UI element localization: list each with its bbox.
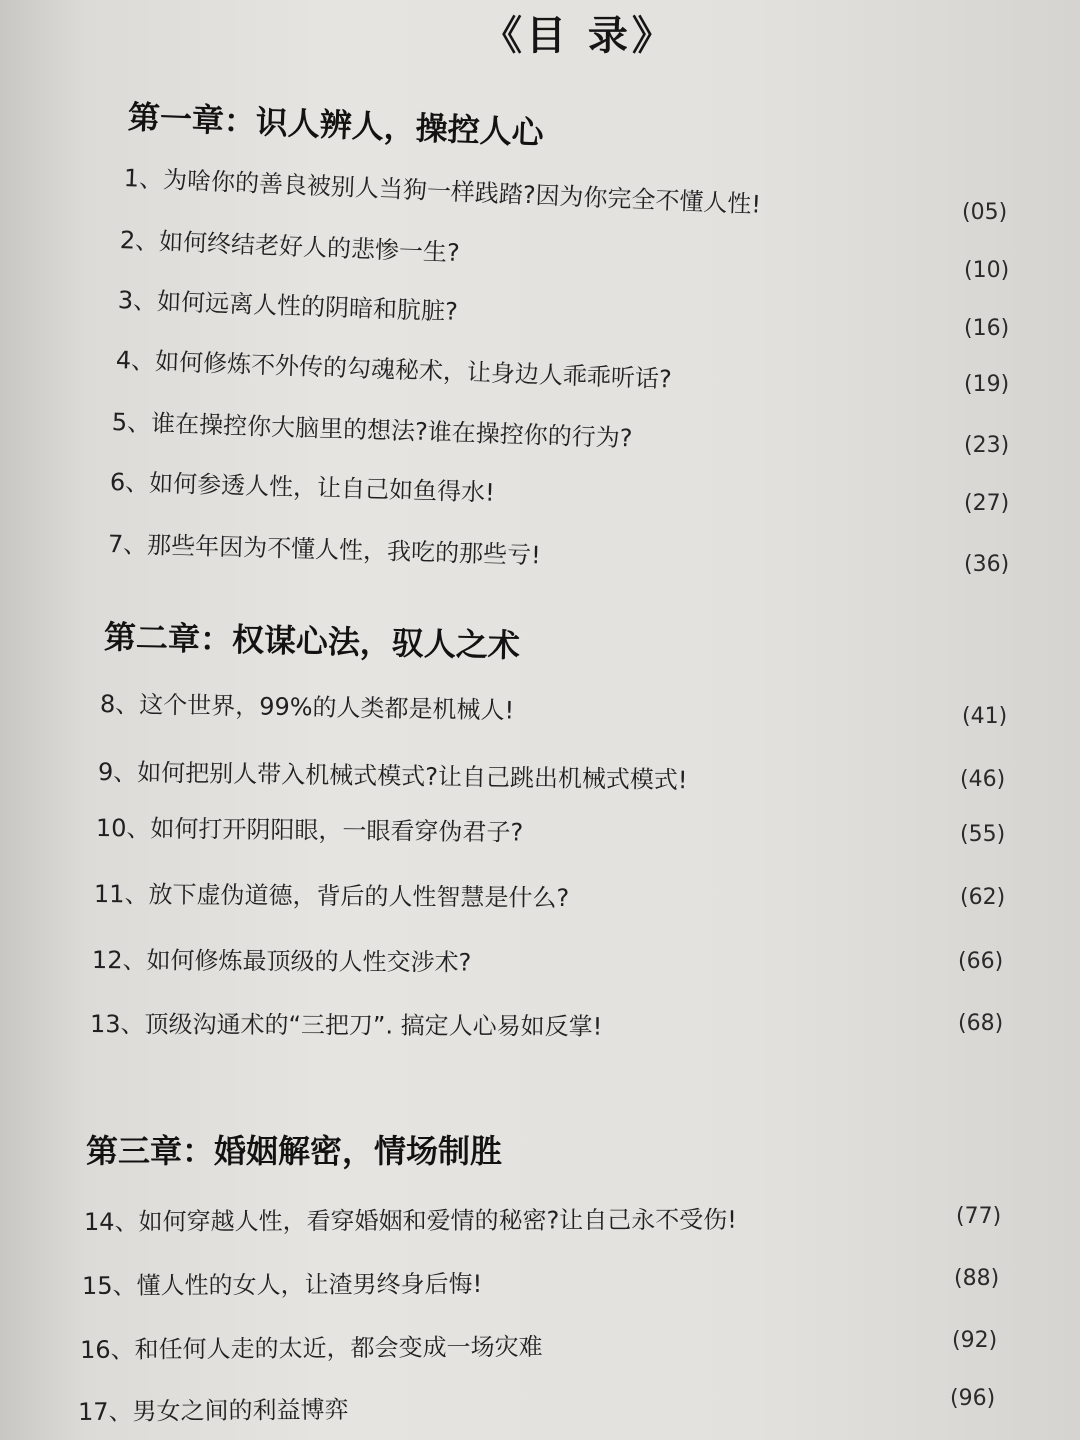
toc-entry: 4、如何修炼不外传的勾魂秘术，让身边人乖乖听话? <box>115 346 673 394</box>
toc-entry: 3、如何远离人性的阴暗和肮脏? <box>117 286 459 326</box>
chapter-heading: 第三章：婚姻解密，情场制胜 <box>86 1132 503 1170</box>
toc-page-number: (23) <box>964 433 1010 458</box>
toc-entry: 5、谁在操控你大脑里的想法?谁在操控你的行为? <box>111 408 633 453</box>
toc-entry: 13、顶级沟通术的“三把刀”. 搞定人心易如反掌! <box>89 1010 603 1041</box>
page-title: 《目 录》 <box>482 13 676 59</box>
toc-page-number: (66) <box>958 949 1004 974</box>
toc-page-number: (19) <box>964 372 1010 397</box>
toc-page-number: (88) <box>954 1266 1000 1291</box>
chapter-heading: 第二章：权谋心法，驭人之术 <box>103 618 521 665</box>
chapter-heading: 第一章：识人辨人，操控人心 <box>127 98 545 152</box>
toc-page-number: (46) <box>960 767 1006 792</box>
toc-page-number: (55) <box>960 822 1006 847</box>
toc-entry: 17、男女之间的利益博弈 <box>77 1395 349 1426</box>
toc-page-number: (05) <box>962 200 1008 225</box>
toc-entry: 11、放下虚伪道德，背后的人性智慧是什么? <box>93 880 570 913</box>
toc-page-number: (62) <box>960 885 1006 910</box>
toc-page-number: (27) <box>964 491 1010 516</box>
toc-entry: 12、如何修炼最顶级的人性交涉术? <box>91 946 472 977</box>
toc-entry: 14、如何穿越人性，看穿婚姻和爱情的秘密?让自己永不受伤! <box>83 1205 737 1236</box>
toc-entry: 16、和任何人走的太近，都会变成一场灾难 <box>79 1332 543 1364</box>
toc-entry: 2、如何终结老好人的悲惨一生? <box>119 226 461 268</box>
toc-entry: 9、如何把别人带入机械式模式?让自己跳出机械式模式! <box>97 758 688 795</box>
toc-page-number: (92) <box>952 1328 998 1353</box>
toc-page-number: (77) <box>956 1204 1002 1229</box>
toc-page-number: (36) <box>964 552 1010 577</box>
toc-entry: 10、如何打开阴阳眼，一眼看穿伪君子? <box>95 814 524 847</box>
toc-page-number: (96) <box>950 1386 996 1411</box>
toc-entry: 1、为啥你的善良被别人当狗一样践踏?因为你完全不懂人性! <box>123 164 762 219</box>
toc-entry: 6、如何参透人性，让自己如鱼得水! <box>109 468 496 507</box>
toc-page-number: (41) <box>962 704 1008 729</box>
toc-page-number: (16) <box>964 316 1010 341</box>
toc-page-number: (68) <box>958 1011 1004 1036</box>
toc-entry: 8、这个世界，99%的人类都是机械人! <box>99 690 515 725</box>
toc-page-number: (10) <box>964 258 1010 283</box>
toc-entry: 15、懂人性的女人，让渣男终身后悔! <box>81 1269 483 1300</box>
toc-entry: 7、那些年因为不懂人性，我吃的那些亏! <box>107 530 542 570</box>
